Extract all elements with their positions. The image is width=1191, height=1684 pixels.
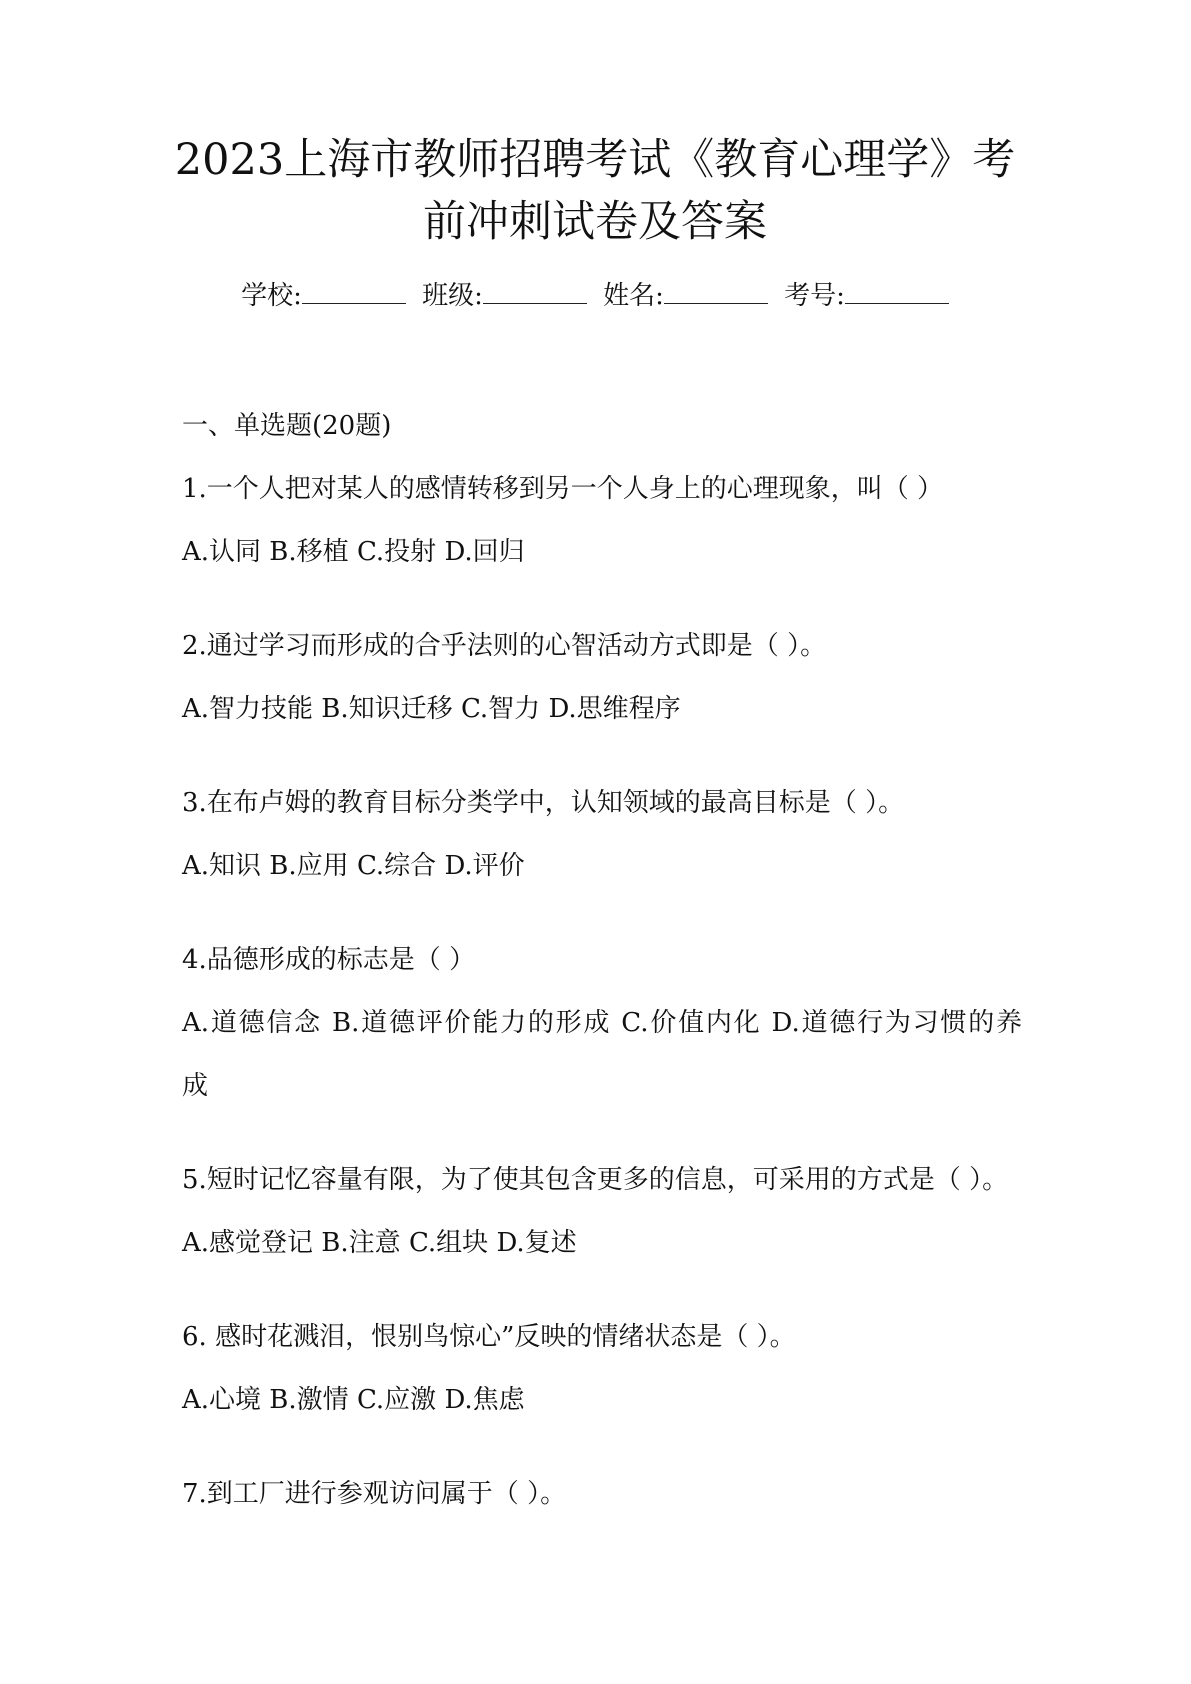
question-3-options: A.知识 B.应用 C.综合 D.评价 [182, 851, 525, 881]
question-2-stem: 2.通过学习而形成的合乎法则的心智活动方式即是（ ）。 [182, 631, 827, 661]
question-5-stem: 5.短时记忆容量有限，为了使其包含更多的信息，可采用的方式是（ ）。 [182, 1165, 1009, 1195]
field-class-label: 班级: [422, 281, 483, 311]
question-1-stem: 1.一个人把对某人的感情转移到另一个人身上的心理现象，叫（ ） [182, 474, 944, 504]
question-4-stem: 4.品德形成的标志是（ ） [182, 945, 476, 975]
school-blank [302, 279, 406, 304]
question-6-stem: 6. 感时花溅泪，恨别鸟惊心”反映的情绪状态是（ ）。 [182, 1322, 796, 1352]
question-3-stem: 3.在布卢姆的教育目标分类学中，认知领域的最高目标是（ ）。 [182, 788, 905, 818]
question-7-stem: 7.到工厂进行参观访问属于（ ）。 [182, 1479, 567, 1509]
section-heading: 一、单选题(20题) [182, 411, 392, 441]
question-2-options: A.智力技能 B.知识迁移 C.智力 D.思维程序 [182, 694, 681, 724]
exam-number-blank [845, 279, 949, 304]
question-4-options-line-1: A.道德信念 B.道德评价能力的形成 C.价值内化 D.道德行为习惯的养 [182, 1008, 1022, 1038]
field-name [603, 281, 768, 311]
field-exam-number-label: 考号: [784, 281, 845, 311]
class-blank [483, 279, 587, 304]
question-5-options: A.感觉登记 B.注意 C.组块 D.复述 [182, 1228, 577, 1258]
field-school-label: 学校: [241, 281, 302, 311]
title-line-1: 2023上海市教师招聘考试《教育心理学》考 [174, 135, 1016, 185]
field-exam-number [784, 281, 949, 311]
title-line-2: 前冲刺试卷及答案 [423, 197, 767, 247]
field-school [241, 281, 406, 311]
field-class [422, 281, 587, 311]
student-info-fields [150, 278, 1040, 314]
field-name-label: 姓名: [603, 281, 664, 311]
question-4-options-line-2: 成 [182, 1071, 209, 1101]
name-blank [664, 279, 768, 304]
question-1-options: A.认同 B.移植 C.投射 D.回归 [182, 537, 525, 567]
question-6-options: A.心境 B.激情 C.应激 D.焦虑 [182, 1385, 525, 1415]
